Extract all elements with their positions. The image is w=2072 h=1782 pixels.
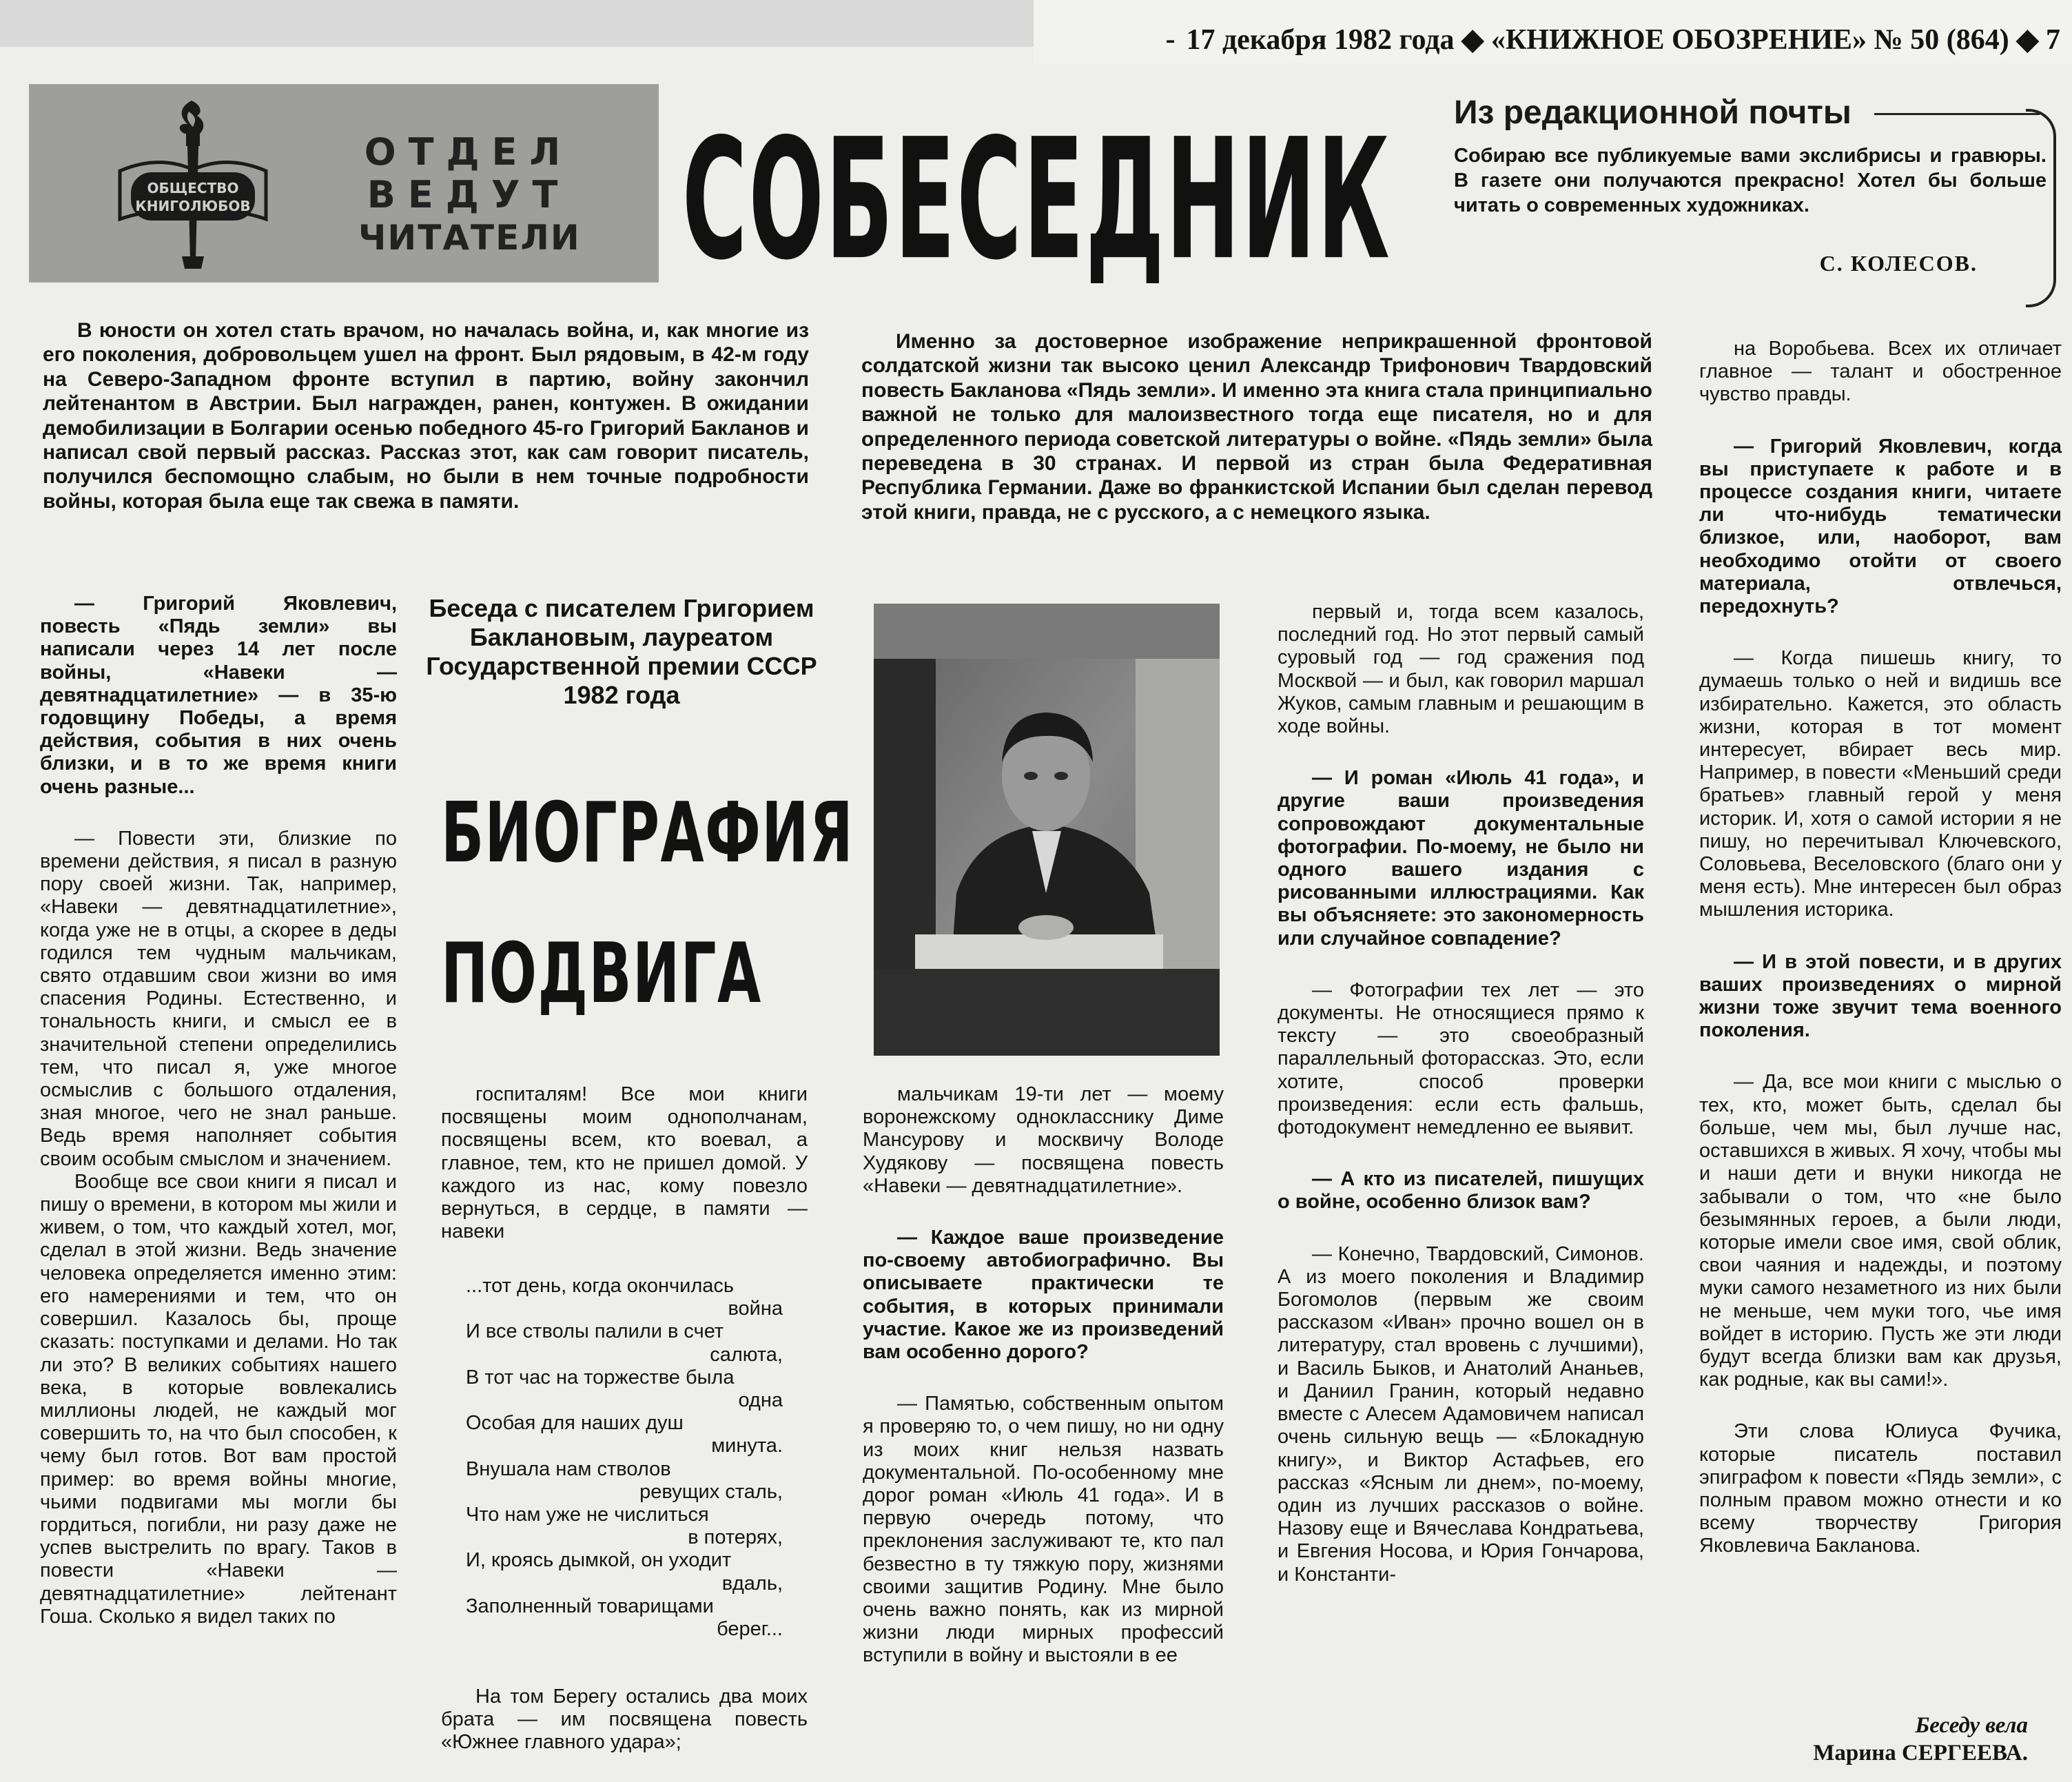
byline-line-2: Марина СЕРГЕЕВА.	[1813, 1741, 2028, 1765]
poem-line: Внушала нам стволов	[466, 1457, 671, 1480]
column-5	[1699, 338, 2062, 1558]
poem-line: ...тот день, когда окончилась	[466, 1275, 735, 1297]
question-4: — А кто из писателей, пишущих о войне, особенно близок вам?	[1278, 1168, 1644, 1213]
letters-rule	[1874, 113, 2040, 115]
column-4	[1278, 601, 1644, 1586]
poem-line: И, кроясь дымкой, он уходит	[466, 1549, 732, 1572]
author-portrait-image	[874, 604, 1220, 1056]
poem-line-end: вдаль,	[721, 1572, 783, 1595]
question-2: — Каждое ваше произведение по-своему автобиографично. Вы описываете практически те события, в которых принимали участие. Какое же из произведений вам особенно дорого?	[863, 1227, 1224, 1364]
column-3	[863, 1083, 1224, 1668]
column-2	[441, 1083, 808, 1243]
section-label-line-3: ЧИТАТЕЛИ	[358, 218, 581, 258]
lead-right-text: Именно за достоверное изображение неприкрашенной фронтовой солдатской жизни так высоко ценил Александр Трифонович Твардовский повесть Бакланова «Пядь земли». И именно эта книга стала принципиально важной не только для малоизвестного тогда еще писателя, но и для определенного периода советской литературы о войне. «Пядь земли» была переведена в 30 странах. И первой из стран была Федеративная Республика Германии. Даже во франкистской Испании был сделан перевод этой книги, правда, не с русского, а с немецкого языка.	[861, 330, 1652, 524]
letters-box	[1433, 88, 2060, 303]
byline-line-1: Беседу вела	[1915, 1713, 2028, 1738]
section-label-line-2: ВЕДУТ	[367, 173, 571, 216]
poem-line: В тот час на торжестве была	[466, 1366, 735, 1389]
question-3: — И роман «Июль 41 года», и другие ваши произведения сопровождают документальные фотографии. По-моему, не было ни одного вашего издания с рисованными иллюстрациями. Как вы объясняете: это закономерность или случайное совпадение?	[1278, 767, 1644, 950]
lead-right	[861, 329, 1652, 524]
poem-quote	[466, 1275, 783, 1641]
running-head-text: 17 декабря 1982 года ◆ «КНИЖНОЕ ОБОЗРЕНИЕ» № 50 (864) ◆ 7	[1186, 24, 2060, 56]
section-title: СОБЕСЕДНИК	[682, 103, 1392, 297]
running-head	[1034, 15, 2060, 63]
letters-title: Из редакционной почты	[1454, 94, 1852, 131]
lead-left	[43, 318, 809, 513]
column-3-text: мальчикам 19-ти лет — моему воронежскому однокласснику Диме Мансурову и москвичу Володе Худякову — посвящена повесть «Навеки — девятнадцатилетние».	[863, 1083, 1224, 1197]
author-photo	[874, 604, 1220, 1056]
poem-line-end: минута.	[711, 1435, 783, 1457]
poem-line-end: в потерях,	[688, 1526, 783, 1549]
emblem-text: ОБЩЕСТВО	[147, 180, 239, 196]
answer-6: — Когда пишешь книгу, то думаешь только о ней и видишь все избирательно. Кажется, это область жизни, которая в тот момент интересует, вбирает весь мир. Например, в повести «Меньший среди братьев» главный герой у меня историк. И, хотя о самой истории я не пишу, но перечитывал Ключевского, Соловьева, Веселовского (благо они у меня есть). Мне интересен был образ мышления историка.	[1699, 647, 2062, 921]
fucik-note: Эти слова Юлиуса Фучика, которые писатель поставил эпиграфом к повести «Пядь земли», с полным правом можно отнести и ко всему творчеству Григория Яковлевича Бакланова.	[1699, 1420, 2062, 1557]
column-4-text: первый и, тогда всем казалось, последний год. Но этот первый самый суровый год — год сражения под Москвой — и был, как говорил маршал Жуков, самым главным и решающим в ходе войны.	[1278, 601, 1644, 738]
letters-signature: С. КОЛЕСОВ.	[1819, 251, 1978, 276]
poem-line: Заполненный товарищами	[466, 1595, 714, 1617]
poem-line-end: война	[728, 1298, 783, 1320]
running-head-dash: -	[1165, 23, 1176, 55]
society-emblem-icon	[110, 88, 276, 274]
column-2-end	[441, 1686, 808, 1754]
column-1	[40, 593, 397, 1628]
answer-2: Вообще все свои книги я писал и пишу о времени, в котором мы жили и живем, о том, что каждый хотел, мог, сделал в этой жизни. Ведь значение человека определяется именно этим: его намерениями и тем, что он совершил. Казалось бы, проще сказать: поступками и делами. Но так ли это? В великих событиях нашего века, в которые вовлекались миллионы людей, не каждый мог совершить то, на что был способен, к чему был готов. Вот вам простой пример: во время войны многие, чьими подвигами мы могли бы гордиться, погибли, ни разу даже не успев выстрелить по врагу. Таков в повести «Навеки — девятнадцатилетние» лейтенант Гоша. Сколько я видел таких по	[40, 1170, 397, 1628]
answer-7: — Да, все мои книги с мыслью о тех, кто, может быть, сделал бы больше, чем мы, был лучше нас, оставшихся в живых. Я хочу, чтобы мы и наши дети и внуки никогда не забывали о том, что «не было безымянных героев, а были люди, которые имели свое имя, свой облик, свои чаяния и надежды, и поэтому муки самого незаметного из них были не меньше, чем муки того, чье имя войдет в историю. Пусть же эти люди будут всегда близки вам как друзья, как родные, как вы сами!».	[1699, 1071, 2062, 1391]
section-label-line-1: ОТДЕЛ	[364, 130, 573, 174]
answer-4: — Фотографии тех лет — это документы. Не относящиеся прямо к тексту — это своеобразный параллельный фоторассказ. Это, если хотите, способ проверки произведения: если есть фальшь, фотодокумент немедленно ее выявит.	[1278, 979, 1644, 1139]
column-5-text: на Воробьева. Всех их отличает главное — талант и обостренное чувство правды.	[1699, 338, 2062, 406]
question-6: — И в этой повести, и в других ваших произведениях о мирной жизни тоже звучит тема военного поколения.	[1699, 950, 2062, 1042]
question-5: — Григорий Яковлевич, когда вы приступаете к работе и в процессе создания книги, читаете ли что-нибудь тематически близкое, или, наоборот, вам необходимо отойти от своего материала, отвлечься, передохнуть?	[1699, 435, 2062, 618]
lead-left-text: В юности он хотел стать врачом, но началась война, и, как многие из его поколения, добровольцем ушел на фронт. Был рядовым, в 42-м году на Северо-Западном фронте вступил в партию, войну закончил лейтенантом в Австрии. Был награжден, ранен, контужен. В ожидании демобилизации в Болгарии осенью победного 45-го Григорий Бакланов и написал свой первый рассказ. Рассказ этот, как сам говорит писатель, получился беспомощно слабым, но были в нем точные подробности войны, которая была еще так свежа в памяти.	[43, 319, 809, 513]
poem-line-end: салюта,	[710, 1343, 783, 1366]
interview-subtitle: Беседа с писателем Григорием Баклановым, лауреатом Государственной премии СССР 1982 года	[426, 594, 817, 709]
poem-line-end: одна	[738, 1389, 783, 1412]
answer-5: — Конечно, Твардовский, Симонов. А из моего поколения и Владимир Богомолов (первым же своим рассказом «Иван» прочно вошел он в литературу, стал вровень с лучшими), и Василь Быков, и Анатолий Ананьев, и Даниил Гранин, который недавно вместе с Алесем Адамовичем написал очень сильную вещь — «Блокадную книгу», и Виктор Астафьев, его рассказ «Ясным ли днем», по-моему, один из лучших рассказов о войне. Назову еще и Вячеслава Кондратьева, и Евгения Носова, и Юрия Гончарова, и Константи-	[1278, 1242, 1644, 1586]
poem-line-end: берег...	[717, 1618, 783, 1641]
poem-line: И все стволы палили в счет	[466, 1320, 724, 1343]
column-2-end-text: На том Берегу остались два моих брата — им посвящена повесть «Южнее главного удара»;	[441, 1686, 808, 1754]
letters-body: Собираю все публикуемые вами экслибрисы и гравюры. В газете они получаются прекрасно! Хотел бы больше читать о современных художниках.	[1454, 145, 2047, 216]
answer-1: — Повести эти, близкие по времени действия, я писал в разную пору своей жизни. Так, например, «Навеки — девятнадцатилетние», когда уже не в отцы, а скорее в деды годился тем чудным мальчикам, свято отдавшим свои жизни во имя спасения Родины. Естественно, и тональность книги, и смысл ее в значительной степени определились тем, что писал я, уже многое осмыслив с большого отдаления, зная многое, чего не знал раньше. Ведь время наполняет события своим особым смыслом и значением.	[40, 827, 397, 1170]
byline	[1813, 1712, 2028, 1767]
poem-line: Что нам уже не числиться	[466, 1504, 709, 1526]
question-1: — Григорий Яковлевич, повесть «Пядь земли» вы написали через 14 лет после войны, «Навеки — девятнадцатилетние» — в 35-ю годовщину Победы, а время действия, события в них очень близки, и в то же время книги очень разные...	[40, 593, 397, 798]
column-2-text: госпиталям! Все мои книги посвящены моим однополчанам, посвящены всем, кто воевал, а главное, тем, кто не пришел домой. У каждого из нас, кому повезло вернуться, в сердце, в памяти — навеки	[441, 1083, 808, 1243]
answer-3: — Памятью, собственным опытом я проверяю то, о чем пишу, но ни одну из моих книг нельзя назвать документальной. По-особенному мне дорог роман «Июль 41 года». И в первую очередь потому, что преклонения заслуживают те, кто пал безвестно в ту тяжкую пору, жизнями своими защитив Родину. Мне было очень важно понять, как из мирной жизни люди мирных профессий вступили в войну и выстояли в ее	[863, 1393, 1224, 1667]
headline-line-1: БИОГРАФИЯ	[441, 786, 854, 881]
poem-line: Особая для наших душ	[466, 1412, 684, 1435]
section-label	[358, 131, 579, 259]
poem-line-end: ревущих сталь,	[639, 1480, 783, 1503]
svg-text:КНИГОЛЮБОВ: КНИГОЛЮБОВ	[135, 198, 251, 214]
headline-line-2: ПОДВИГА	[441, 926, 762, 1022]
